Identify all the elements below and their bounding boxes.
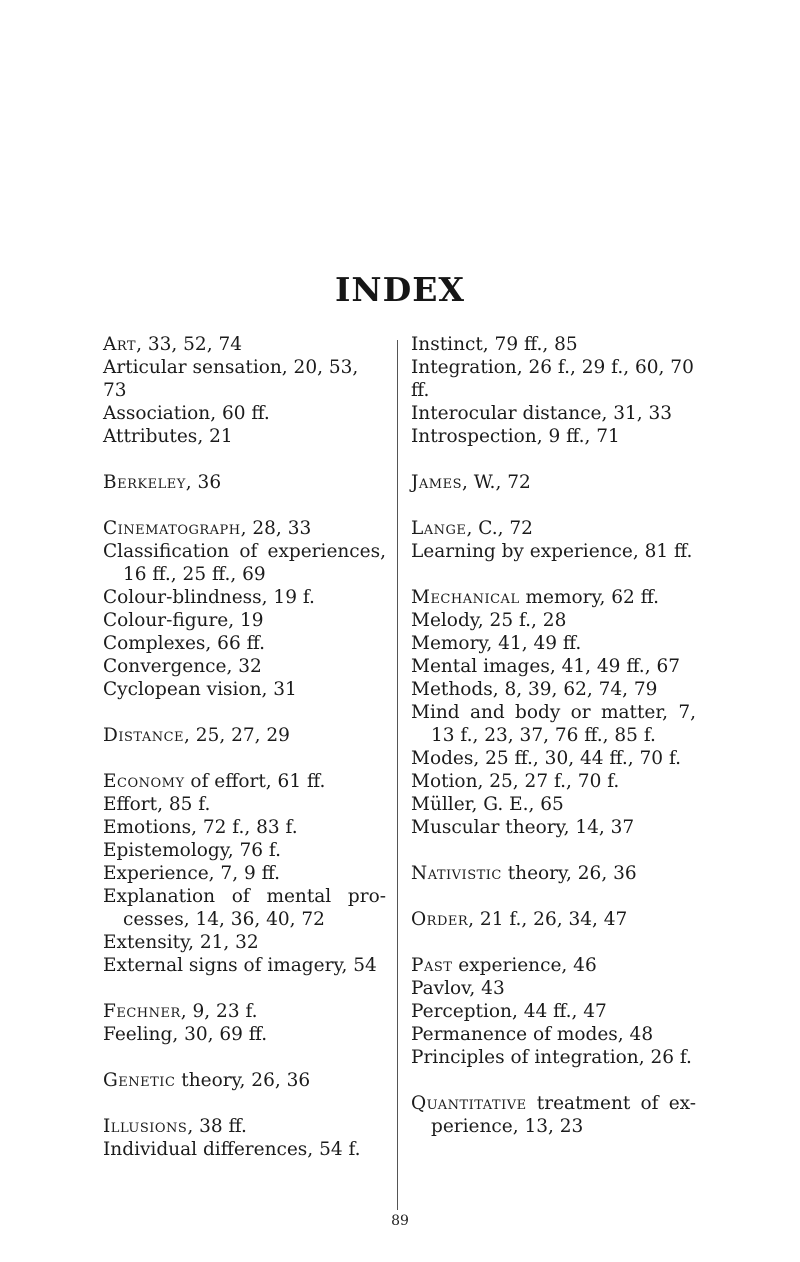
index-entry: Principles of integration, 26 f. — [411, 1047, 692, 1068]
index-entry: James, W., 72 — [411, 472, 531, 493]
index-entry: Fechner, 9, 23 f. — [103, 1001, 258, 1022]
index-entry: Order, 21 f., 26, 34, 47 — [411, 909, 628, 930]
index-entry: Mental images, 41, 49 ff., 67 — [411, 656, 680, 677]
index-entry: Feeling, 30, 69 ff. — [103, 1024, 268, 1045]
index-entry: Müller, G. E., 65 — [411, 794, 564, 815]
index-entry: Effort, 85 f. — [103, 794, 211, 815]
index-entry: Cyclopean vision, 31 — [103, 679, 297, 700]
index-entry: Complexes, 66 ff. — [103, 633, 265, 654]
index-entry: Extensity, 21, 32 — [103, 932, 259, 953]
index-entry: Methods, 8, 39, 62, 74, 79 — [411, 679, 658, 700]
index-entry: Learning by experience, 81 ff. — [411, 541, 693, 562]
index-entry: Interocular distance, 31, 33 — [411, 403, 673, 424]
index-entry: Distance, 25, 27, 29 — [103, 725, 290, 746]
page-title: INDEX — [335, 270, 465, 309]
index-entry: Cinematograph, 28, 33 — [103, 518, 312, 539]
index-entry: Muscular theory, 14, 37 — [411, 817, 635, 838]
index-entry: Experience, 7, 9 ff. — [103, 863, 280, 884]
index-entry: Instinct, 79 ff., 85 — [411, 334, 578, 355]
index-entry: Quantitative treatment of ex- — [411, 1093, 696, 1114]
index-entry: Classification of experiences, — [103, 541, 386, 562]
index-entry: Convergence, 32 — [103, 656, 262, 677]
index-entry: Colour-blindness, 19 f. — [103, 587, 315, 608]
column-divider — [397, 340, 398, 1210]
index-entry: External signs of imagery, 54 — [103, 955, 377, 976]
index-entry: Individual differences, 54 f. — [103, 1139, 361, 1160]
index-entry-continuation: perience, 13, 23 — [431, 1116, 584, 1137]
index-entry: Perception, 44 ff., 47 — [411, 1001, 607, 1022]
index-entry-continuation: 13 f., 23, 37, 76 ff., 85 f. — [431, 725, 656, 746]
index-entry: Colour-figure, 19 — [103, 610, 264, 631]
index-entry: Mind and body or matter, 7, — [411, 702, 696, 723]
index-entry: Epistemology, 76 f. — [103, 840, 281, 861]
index-entry: Memory, 41, 49 ff. — [411, 633, 582, 654]
page-number: 89 — [391, 1213, 409, 1229]
index-column-left — [103, 333, 386, 1161]
index-entry: Illusions, 38 ff. — [103, 1116, 247, 1137]
index-entry: Introspection, 9 ff., 71 — [411, 426, 620, 447]
index-entry: Berkeley, 36 — [103, 472, 222, 493]
index-entry: Permanence of modes, 48 — [411, 1024, 654, 1045]
index-entry: Nativistic theory, 26, 36 — [411, 863, 637, 884]
index-entry: Past experience, 46 — [411, 955, 597, 976]
index-entry: Association, 60 ff. — [103, 403, 270, 424]
index-column-right — [411, 333, 696, 1138]
index-entry-continuation: 16 ff., 25 ff., 69 — [123, 564, 266, 585]
index-entry: Explanation of mental pro- — [103, 886, 386, 907]
index-entry: Emotions, 72 f., 83 f. — [103, 817, 298, 838]
index-entry: Melody, 25 f., 28 — [411, 610, 567, 631]
index-entry: Motion, 25, 27 f., 70 f. — [411, 771, 620, 792]
index-entry: Pavlov, 43 — [411, 978, 505, 999]
index-entry: Mechanical memory, 62 ff. — [411, 587, 660, 608]
index-entry: Articular sensation, 20, 53, 73 — [103, 357, 359, 401]
index-entry: Lange, C., 72 — [411, 518, 533, 539]
index-entry-continuation: cesses, 14, 36, 40, 72 — [123, 909, 325, 930]
index-entry: Art, 33, 52, 74 — [103, 334, 242, 355]
index-entry: Integration, 26 f., 29 f., 60, 70 ff. — [411, 357, 694, 401]
index-entry: Attributes, 21 — [103, 426, 233, 447]
index-entry: Economy of effort, 61 ff. — [103, 771, 326, 792]
index-entry: Modes, 25 ff., 30, 44 ff., 70 f. — [411, 748, 682, 769]
index-entry: Genetic theory, 26, 36 — [103, 1070, 311, 1091]
